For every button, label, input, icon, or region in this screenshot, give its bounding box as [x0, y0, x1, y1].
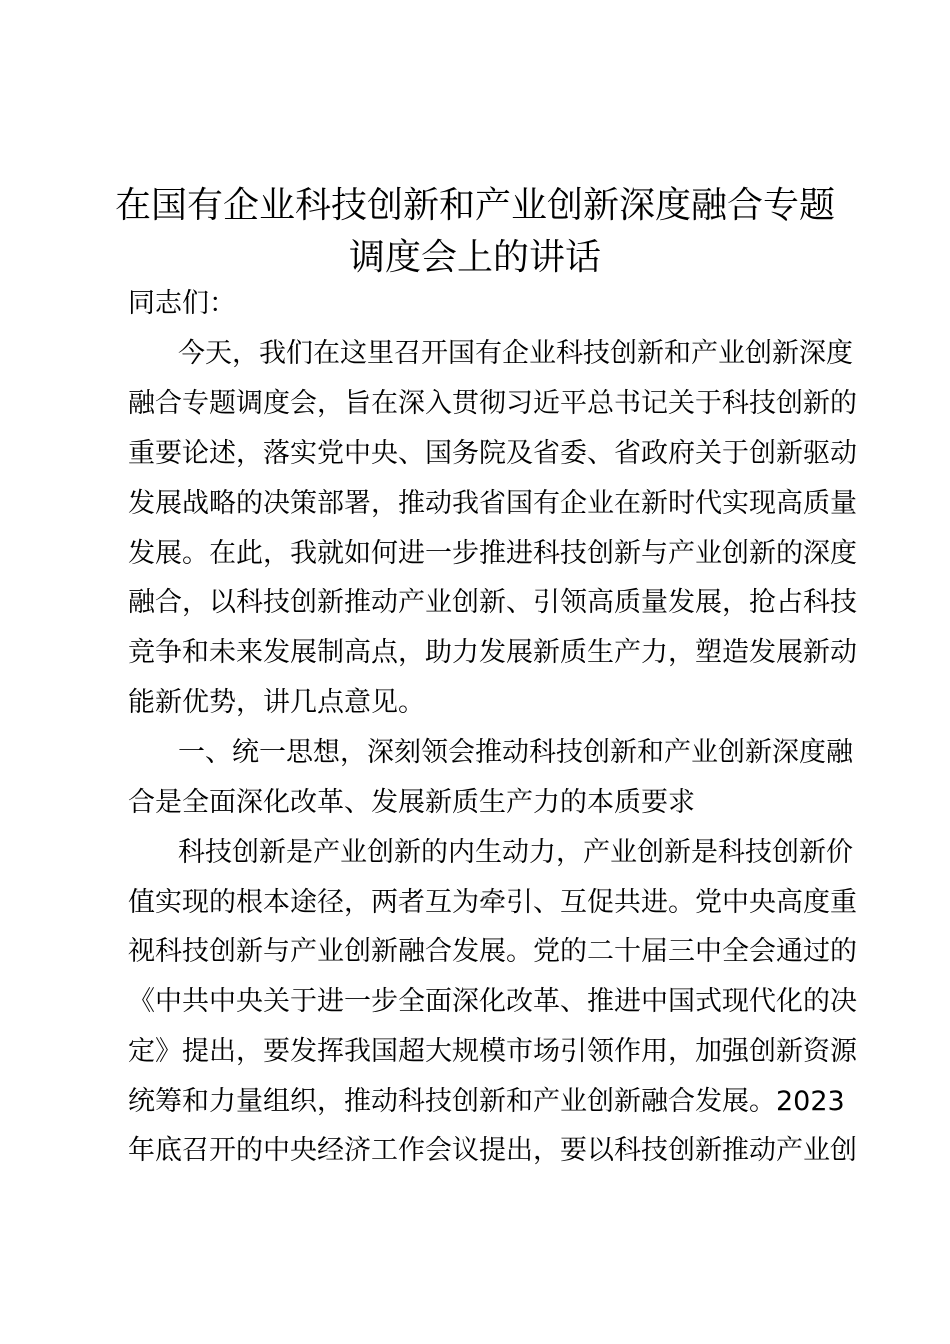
document-title-line-2: 调度会上的讲话: [348, 237, 601, 278]
section-heading-line: 合是全面深化改革、发展新质生产力的本质要求: [128, 787, 695, 818]
salutation: 同志们：: [128, 288, 236, 319]
section-heading-line: 一、统一思想，深刻领会推动科技创新和产业创新深度融: [178, 737, 853, 768]
body-line: 《中共中央关于进一步全面深化改革、推进中国式现代化的决: [128, 986, 857, 1017]
body-line: 科技创新是产业创新的内生动力，产业创新是科技创新价: [178, 837, 853, 868]
document-title-line-1: 在国有企业科技创新和产业创新深度融合专题: [114, 185, 835, 226]
body-line: 重要论述，落实党中央、国务院及省委、省政府关于创新驱动: [128, 438, 857, 469]
body-line: 年底召开的中央经济工作会议提出，要以科技创新推动产业创: [128, 1135, 857, 1166]
body-line: 发展战略的决策部署，推动我省国有企业在新时代实现高质量: [128, 488, 857, 519]
body-line: 发展。在此，我就如何进一步推进科技创新与产业创新的深度: [128, 538, 857, 569]
body-line: 能新优势，讲几点意见。: [128, 687, 425, 718]
body-line: 统筹和力量组织，推动科技创新和产业创新融合发展。2023: [128, 1086, 845, 1117]
body-line: 视科技创新与产业创新融合发展。党的二十届三中全会通过的: [128, 936, 857, 967]
body-line: 融合专题调度会，旨在深入贯彻习近平总书记关于科技创新的: [128, 388, 857, 419]
body-line: 值实现的根本途径，两者互为牵引、互促共进。党中央高度重: [128, 887, 857, 918]
body-line: 定》提出，要发挥我国超大规模市场引领作用，加强创新资源: [128, 1036, 857, 1067]
body-line: 竞争和未来发展制高点，助力发展新质生产力，塑造发展新动: [128, 637, 857, 668]
body-line: 融合，以科技创新推动产业创新、引领高质量发展，抢占科技: [128, 587, 857, 618]
body-line: 今天，我们在这里召开国有企业科技创新和产业创新深度: [178, 338, 853, 369]
